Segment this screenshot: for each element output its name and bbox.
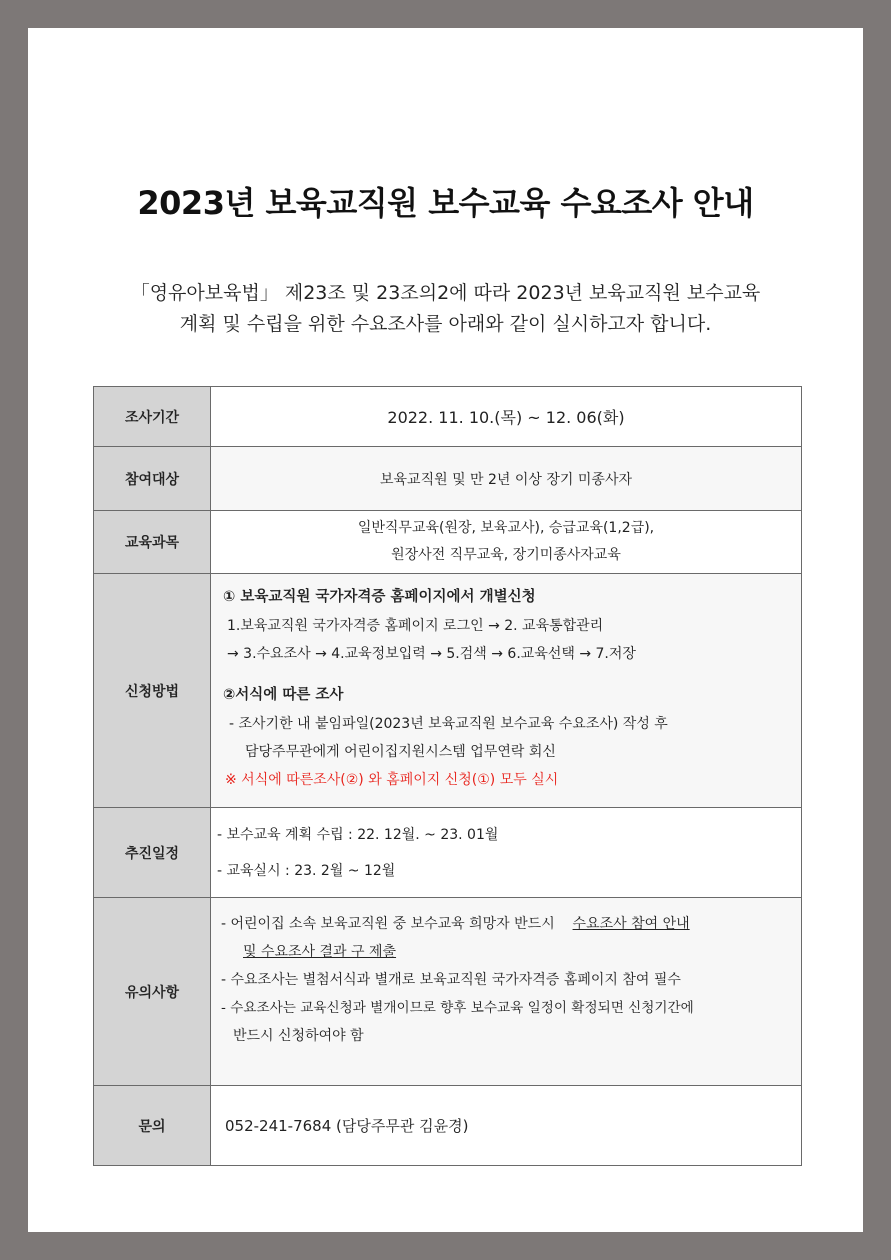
notes-underlined: 수요조사 참여 안내 bbox=[572, 916, 690, 932]
notes-text: - 어린이집 소속 보육교직원 중 보수교육 희망자 반드시 bbox=[221, 916, 555, 932]
method-option2-line: 담당주무관에게 어린이집지원시스템 업무연락 회신 bbox=[245, 744, 556, 760]
notes-underlined: 및 수요조사 결과 구 제출 bbox=[243, 944, 397, 960]
method-option1-heading: ① 보육교직원 국가자격증 홈페이지에서 개별신청 bbox=[223, 589, 536, 605]
value-target: 보육교직원 및 만 2년 이상 장기 미종사자 bbox=[211, 447, 802, 511]
page-title: 2023년 보육교직원 보수교육 수요조사 안내 bbox=[137, 184, 754, 222]
courses-line: 일반직무교육(원장, 보육교사), 승급교육(1,2급), bbox=[357, 520, 655, 536]
value-schedule bbox=[211, 808, 802, 898]
row-notes bbox=[94, 898, 802, 1086]
intro-line: 「영유아보육법」 제23조 및 23조의2에 따라 2023년 보육교직원 보수교육 bbox=[130, 282, 761, 304]
method-note: ※ 서식에 따른조사(②) 와 홈페이지 신청(①) 모두 실시 bbox=[225, 772, 559, 788]
notes-line: - 수요조사는 교육신청과 별개이므로 향후 보수교육 일정이 확정되면 신청기간에 bbox=[221, 1000, 694, 1016]
notes-line: - 수요조사는 별첨서식과 별개로 보육교직원 국가자격증 홈페이지 참여 필수 bbox=[221, 972, 681, 988]
intro-line: 계획 및 수립을 위한 수요조사를 아래와 같이 실시하고자 합니다. bbox=[179, 313, 712, 335]
notes-line: 반드시 신청하여야 함 bbox=[233, 1028, 364, 1044]
courses-line: 원장사전 직무교육, 장기미종사자교육 bbox=[391, 547, 621, 563]
row-method bbox=[94, 574, 802, 808]
row-target bbox=[94, 447, 802, 511]
label-method: 신청방법 bbox=[94, 574, 211, 808]
method-step-line: → 3.수요조사 → 4.교육정보입력 → 5.검색 → 6.교육선택 → 7.저장 bbox=[227, 646, 636, 662]
label-schedule: 추진일정 bbox=[94, 808, 211, 898]
label-contact: 문의 bbox=[94, 1086, 211, 1166]
label-period: 조사기간 bbox=[94, 387, 211, 447]
value-courses bbox=[211, 511, 802, 574]
schedule-line: - 보수교육 계획 수립 : 22. 12월. ~ 23. 01월 bbox=[217, 826, 499, 843]
notes-line bbox=[221, 910, 801, 938]
value-contact: 052-241-7684 (담당주무관 김윤경) bbox=[211, 1086, 802, 1166]
value-period: 2022. 11. 10.(목) ~ 12. 06(화) bbox=[211, 387, 802, 447]
schedule-line: - 교육실시 : 23. 2월 ~ 12월 bbox=[217, 862, 396, 879]
method-step-line: 1.보육교직원 국가자격증 홈페이지 로그인 → 2. 교육통합관리 bbox=[227, 618, 604, 634]
notes-line bbox=[221, 938, 801, 966]
label-courses: 교육과목 bbox=[94, 511, 211, 574]
method-option2-line: - 조사기한 내 붙임파일(2023년 보육교직원 보수교육 수요조사) 작성 후 bbox=[229, 716, 668, 732]
method-option2-heading: ②서식에 따른 조사 bbox=[223, 687, 344, 703]
row-period bbox=[94, 387, 802, 447]
row-contact bbox=[94, 1086, 802, 1166]
value-method bbox=[211, 574, 802, 808]
label-notes: 유의사항 bbox=[94, 898, 211, 1086]
info-table bbox=[93, 386, 802, 1166]
row-courses bbox=[94, 511, 802, 574]
row-schedule bbox=[94, 808, 802, 898]
value-notes bbox=[211, 898, 802, 1086]
intro-paragraph bbox=[58, 278, 833, 340]
document-page bbox=[28, 28, 863, 1232]
label-target: 참여대상 bbox=[94, 447, 211, 511]
